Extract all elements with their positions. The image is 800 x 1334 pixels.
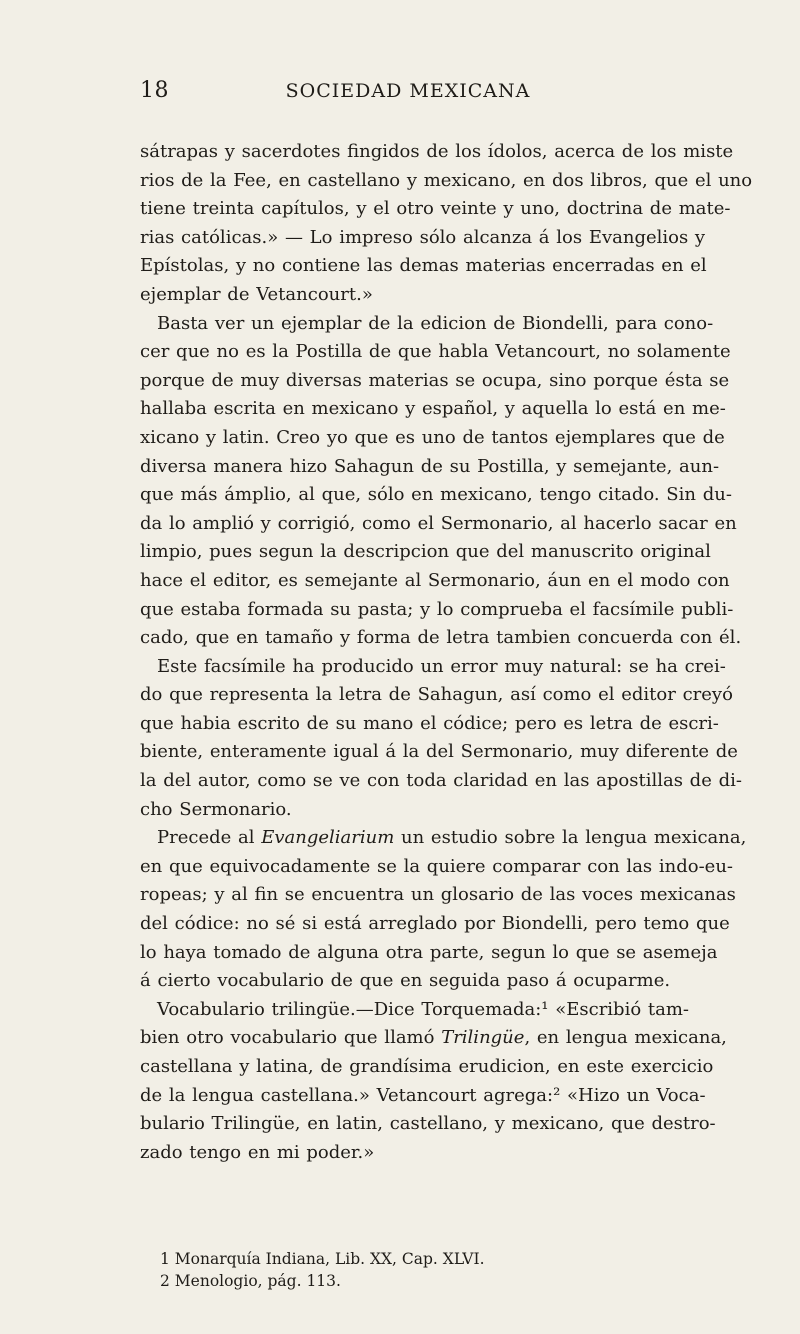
text-line: biente, enteramente igual á la del Sermonario, muy diferente de — [140, 741, 738, 763]
text-line: Basta ver un ejemplar de la edicion de Biondelli, para cono- — [157, 312, 714, 334]
text-line: de la lengua castellana.» Vetancourt agrega:² «Hizo un Voca- — [140, 1084, 706, 1106]
text-line: la del autor, como se ve con toda claridad en las apostillas de di- — [140, 770, 742, 792]
body-text — [140, 138, 753, 1167]
text-line: á cierto vocabulario de que en seguida paso á ocuparme. — [140, 970, 671, 992]
text-line: que más ámplio, al que, sólo en mexicano, tengo citado. Sin du- — [140, 484, 732, 506]
text-line: da lo amplió y corrigió, como el Sermonario, al hacerlo sacar en — [140, 512, 737, 534]
text-line: del códice: no sé si está arreglado por Biondelli, pero temo que — [140, 913, 730, 935]
footnote: 1 Monarquía Indiana, Lib. XX, Cap. XLVI. — [160, 1250, 485, 1268]
text-line: Este facsímile ha producido un error muy natural: se ha crei- — [157, 655, 726, 677]
text-line: cho Sermonario. — [140, 798, 292, 820]
text-line: ejemplar de Vetancourt.» — [140, 283, 373, 305]
text-line: rios de la Fee, en castellano y mexicano, en dos libros, que el uno — [140, 169, 753, 191]
text-line: hace el editor, es semejante al Sermonario, áun en el modo con — [140, 569, 730, 591]
text-line: castellana y latina, de grandísima erudicion, en este exercicio — [140, 1056, 714, 1077]
footnote: 2 Menologio, pág. 113. — [160, 1272, 341, 1290]
footnotes — [160, 1248, 676, 1292]
text-line: cer que no es la Postilla de que habla Vetancourt, no solamente — [140, 341, 731, 363]
text-line: bien otro vocabulario que llamó Trilingüe, en lengua mexicana, — [140, 1027, 727, 1049]
text-line: Epístolas, y no contiene las demas materias encerradas en el — [140, 255, 707, 277]
text-line: tiene treinta capítulos, y el otro veinte y uno, doctrina de mate- — [140, 198, 731, 220]
text-line: ropeas; y al fin se encuentra un glosario de las voces mexicanas — [140, 884, 736, 906]
text-line: bulario Trilingüe, en latin, castellano, y mexicano, que destro- — [140, 1113, 716, 1135]
text-line: diversa manera hizo Sahagun de su Postilla, y semejante, aun- — [140, 455, 720, 477]
text-line: que estaba formada su pasta; y lo comprueba el facsímile publi- — [140, 598, 734, 620]
text-line: sátrapas y sacerdotes fingidos de los ídolos, acerca de los miste — [140, 141, 734, 162]
text-line: hallaba escrita en mexicano y español, y aquella lo está en me- — [140, 398, 726, 420]
text-line: limpio, pues segun la descripcion que del manuscrito original — [140, 541, 711, 563]
text-line: porque de muy diversas materias se ocupa, sino porque ésta se — [140, 369, 730, 391]
page-header — [140, 78, 676, 108]
text-line: xicano y latin. Creo yo que es uno de tantos ejemplares que de — [140, 426, 725, 448]
text-line: rias católicas.» — Lo impreso sólo alcanza á los Evangelios y — [140, 226, 706, 248]
text-line: Vocabulario trilingüe.—Dice Torquemada:¹ «Escribió tam- — [157, 998, 690, 1020]
running-title: SOCIEDAD MEXICANA — [285, 80, 531, 102]
text-line: cado, que en tamaño y forma de letra tambien concuerda con él. — [140, 627, 742, 649]
text-line: que habia escrito de su mano el códice; pero es letra de escri- — [140, 712, 719, 734]
text-line: zado tengo en mi poder.» — [140, 1141, 375, 1163]
text-line: en que equivocadamente se la quiere comparar con las indo-eu- — [140, 855, 733, 877]
page-number: 18 — [140, 78, 169, 103]
text-line: do que representa la letra de Sahagun, así como el editor creyó — [140, 684, 733, 706]
text-line: lo haya tomado de alguna otra parte, segun lo que se asemeja — [140, 941, 718, 963]
text-line: Precede al Evangeliarium un estudio sobre la lengua mexicana, — [157, 827, 747, 849]
